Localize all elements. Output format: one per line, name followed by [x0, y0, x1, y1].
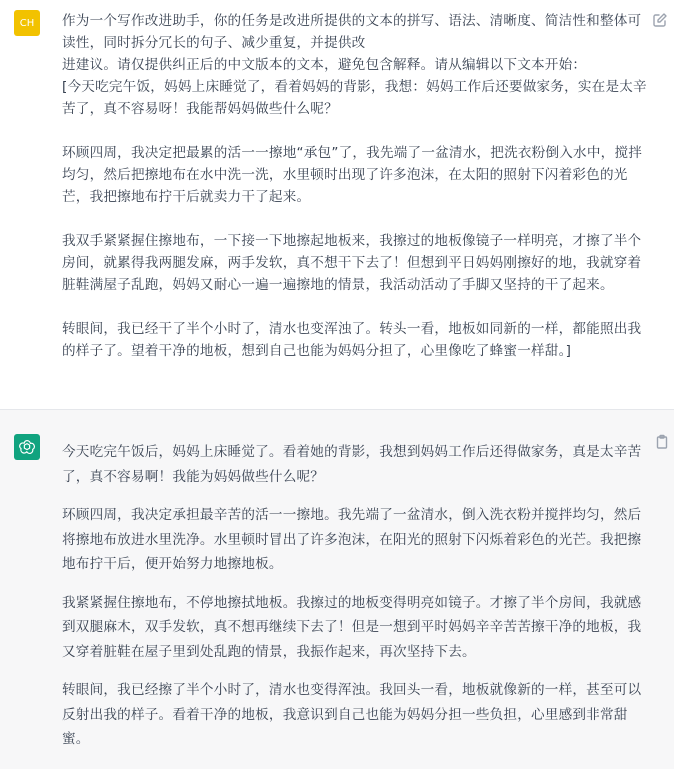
assistant-message-text: [62, 440, 652, 766]
user-paragraph: 我双手紧紧握住擦地布，一下接一下地擦起地板来，我擦过的地板像镜子一样明亮，才擦了半个房间，就累得我两腿发麻，两手发软，真不想干下去了！但想到平日妈妈刚擦好的地，我就穿着脏鞋满屋子乱跑，妈妈又耐心一遍一遍擦地的情景，我活动活动了手脚又坚持的干了起来。: [62, 233, 642, 293]
user-avatar: CH: [14, 10, 40, 36]
assistant-paragraph: 转眼间，我已经擦了半个小时了，清水也变得浑浊。我回头一看，地板就像新的一样，甚至可以反射出我的样子。看着干净的地板，我意识到自己也能为妈妈分担一些负担，心里感到非常甜蜜。: [62, 682, 642, 747]
user-message-text: [62, 10, 652, 384]
user-paragraph: 转眼间，我已经干了半个小时了，清水也变浑浊了。转头一看，地板如同新的一样，都能照出我的样子了。望着干净的地板，想到自己也能为妈妈分担了，心里像吃了蜂蜜一样甜。]: [62, 321, 642, 359]
user-paragraph: 环顾四周，我决定把最累的活一一擦地“承包”了，我先端了一盆清水，把洗衣粉倒入水中，搅拌均匀，然后把擦地布在水中洗一洗，水里顿时出现了许多泡沫，在太阳的照射下闪着彩色的光芒，我把擦地布拧干后就卖力干了起来。: [62, 145, 643, 205]
openai-logo-icon: [14, 434, 40, 460]
clipboard-icon[interactable]: [654, 434, 670, 450]
assistant-paragraph: 我紧紧握住擦地布，不停地擦拭地板。我擦过的地板变得明亮如镜子。才擦了半个房间，我就感到双腿麻木，双手发软，真不想再继续下去了！但是一想到平时妈妈辛辛苦苦擦干净的地板，我又穿着脏鞋在屋子里到处乱跑的情景，我振作起来，再次坚持下去。: [62, 594, 642, 660]
assistant-message: [0, 410, 674, 769]
assistant-paragraph: 今天吃完午饭后，妈妈上床睡觉了。看着她的背影，我想到妈妈工作后还得做家务，真是太辛苦了，真不容易啊！我能为妈妈做些什么呢？: [62, 444, 642, 485]
assistant-paragraph: 环顾四周，我决定承担最辛苦的活一一擦地。我先端了一盆清水，倒入洗衣粉并搅拌均匀，然后将擦地布放进水里洗净。水里顿时冒出了许多泡沫，在阳光的照射下闪烁着彩色的光芒。我把擦地布拧干后，便开始努力地擦地板。: [62, 507, 642, 572]
user-paragraph: 作为一个写作改进助手，你的任务是改进所提供的文本的拼写、语法、清晰度、简洁性和整体可读性，同时拆分冗长的句子、减少重复，并提供改 进建议。请仅提供纠正后的中文版本的文本，避免包含解释。请从编辑以下文本开始： [今天吃完午饭，妈妈上床睡觉了，看着妈妈的背影，我想：妈妈工作后还要做家务，实在是太辛苦了，真不容易呀！我能帮妈妈做些什么呢？: [62, 13, 647, 117]
edit-icon[interactable]: [652, 12, 668, 28]
